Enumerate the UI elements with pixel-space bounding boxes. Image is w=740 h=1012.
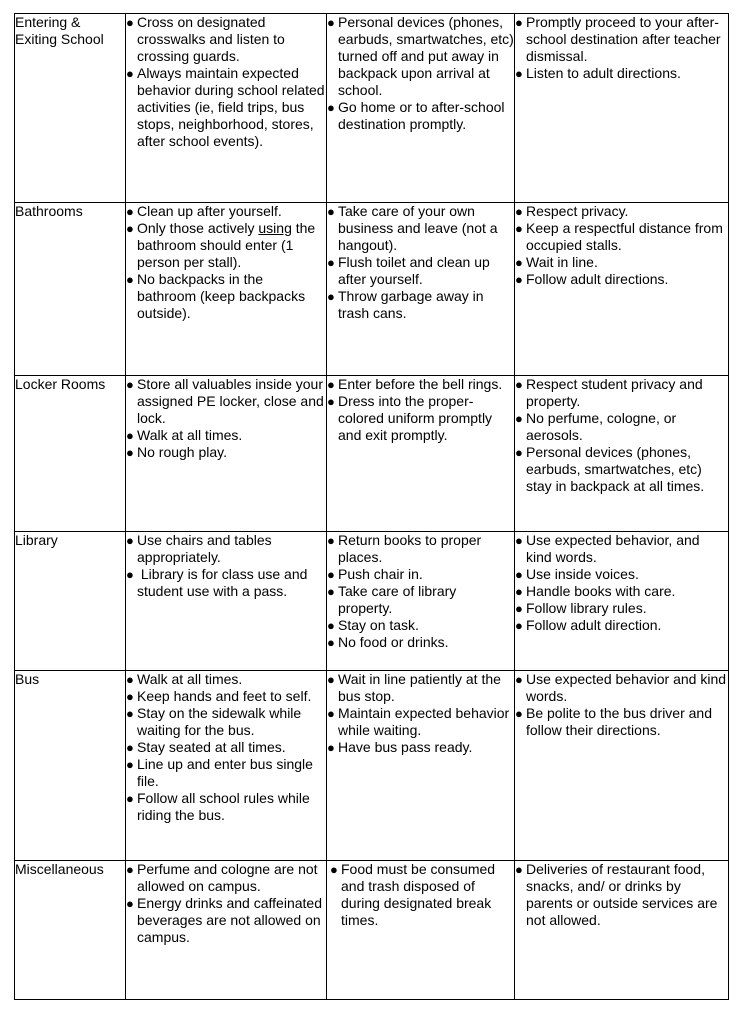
behavior-expectations-table bbox=[14, 13, 729, 1000]
list-item: ● Return books to proper places. bbox=[327, 532, 482, 565]
list-item: ● Enter before the bell rings. bbox=[327, 376, 503, 392]
cell bbox=[126, 376, 327, 532]
list-item: ● Wait in line. bbox=[515, 254, 598, 270]
list-item: ● Energy drinks and caffeinated beverages are not allowed on campus. bbox=[126, 895, 322, 945]
area-cell: Bathrooms bbox=[15, 203, 126, 376]
list-item: ● No rough play. bbox=[126, 444, 228, 460]
list-item: ● Cross on designated crosswalks and listen to crossing guards. bbox=[126, 14, 285, 64]
underlined-text: Only those actively using the bathroom should enter (1 person per stall). bbox=[137, 220, 316, 270]
cell bbox=[126, 671, 327, 861]
list-item: ● No backpacks in the bathroom (keep backpacks outside). bbox=[126, 271, 306, 321]
cell bbox=[327, 861, 515, 1000]
list-item: ● Follow library rules. bbox=[515, 600, 647, 616]
list-item: ● Personal devices (phones, earbuds, smartwatches, etc) turned off and put away in backpack upon arrival at school. bbox=[327, 14, 514, 98]
cell bbox=[126, 14, 327, 203]
table-row bbox=[15, 671, 729, 861]
bullet-list bbox=[327, 532, 514, 651]
list-item: ● Go home or to after-school destination promptly. bbox=[327, 99, 505, 132]
bullet-list bbox=[515, 671, 728, 739]
list-item: ● Perfume and cologne are not allowed on campus. bbox=[126, 861, 318, 894]
list-item: ● Food must be consumed and trash disposed of during designated break times. bbox=[330, 861, 496, 928]
bullet-list bbox=[126, 532, 326, 600]
cell bbox=[327, 14, 515, 203]
table-row bbox=[15, 14, 729, 203]
bullet-list bbox=[515, 532, 728, 634]
list-item: ● Wait in line patiently at the bus stop. bbox=[327, 671, 501, 704]
list-item: ● Follow adult directions. bbox=[515, 271, 669, 287]
bullet-list bbox=[126, 203, 326, 322]
bullet-list bbox=[327, 14, 514, 133]
table-row bbox=[15, 532, 729, 671]
bullet-list bbox=[515, 376, 728, 495]
cell bbox=[327, 376, 515, 532]
cell bbox=[327, 671, 515, 861]
list-item: ● Have bus pass ready. bbox=[327, 739, 473, 755]
list-item: ● Maintain expected behavior while waiting. bbox=[327, 705, 510, 738]
list-item: ● Stay on task. bbox=[327, 617, 419, 633]
cell bbox=[515, 14, 729, 203]
area-cell: Bus bbox=[15, 671, 126, 861]
table-row bbox=[15, 203, 729, 376]
bullet-list bbox=[515, 203, 728, 288]
list-item: ● Take care of library property. bbox=[327, 583, 457, 616]
bullet-list bbox=[327, 376, 514, 444]
list-item: ● Stay seated at all times. bbox=[126, 739, 286, 755]
list-item: ● Use inside voices. bbox=[515, 566, 639, 582]
table-row bbox=[15, 861, 729, 1000]
list-item: ● Walk at all times. bbox=[126, 427, 243, 443]
cell bbox=[515, 532, 729, 671]
list-item: ● Use chairs and tables appropriately. bbox=[126, 532, 272, 565]
bullet-list bbox=[327, 861, 514, 929]
bullet-list bbox=[126, 14, 326, 150]
list-item: ● Follow adult direction. bbox=[515, 617, 662, 633]
bullet-list bbox=[515, 14, 728, 82]
bullet-list bbox=[327, 203, 514, 322]
list-item: ● Stay on the sidewalk while waiting for the bus. bbox=[126, 705, 302, 738]
cell bbox=[327, 532, 515, 671]
list-item: ● No food or drinks. bbox=[327, 634, 449, 650]
list-item: ● Personal devices (phones, earbuds, smartwatches, etc) stay in backpack at all times. bbox=[515, 444, 705, 494]
bullet-list bbox=[515, 861, 728, 929]
bullet-list bbox=[126, 376, 326, 461]
bullet-list bbox=[327, 671, 514, 756]
list-item: ● Be polite to the bus driver and follow their directions. bbox=[515, 705, 713, 738]
bullet-list bbox=[126, 671, 326, 824]
list-item: ● Dress into the proper-colored uniform promptly and exit promptly. bbox=[327, 393, 493, 443]
list-item: ● Use expected behavior and kind words. bbox=[515, 671, 727, 704]
table-row bbox=[15, 376, 729, 532]
area-cell: Miscellaneous bbox=[15, 861, 126, 1000]
cell bbox=[515, 376, 729, 532]
list-item: ● Handle books with care. bbox=[515, 583, 676, 599]
list-item: ● Keep hands and feet to self. bbox=[126, 688, 312, 704]
list-item: ● Respect privacy. bbox=[515, 203, 629, 219]
list-item: ● Take care of your own business and leave (not a hangout). bbox=[327, 203, 498, 253]
list-item: ● No perfume, cologne, or aerosols. bbox=[515, 410, 677, 443]
cell bbox=[126, 532, 327, 671]
list-item: ● Clean up after yourself. bbox=[126, 203, 282, 219]
list-item: ● Library is for class use and student use with a pass. bbox=[126, 566, 312, 599]
list-item: ● Respect student privacy and property. bbox=[515, 376, 703, 409]
list-item: ● Promptly proceed to your after-school destination after teacher dismissal. bbox=[515, 14, 721, 64]
bullet-list bbox=[126, 861, 326, 946]
list-item: ● Walk at all times. bbox=[126, 671, 243, 687]
list-item: ● Store all valuables inside your assigned PE locker, close and lock. bbox=[126, 376, 324, 426]
area-cell: Library bbox=[15, 532, 126, 671]
area-cell: Entering & Exiting School bbox=[15, 14, 126, 203]
cell bbox=[515, 861, 729, 1000]
list-item: ● Only those actively using the bathroom should enter (1 person per stall). bbox=[126, 220, 316, 270]
list-item: ● Push chair in. bbox=[327, 566, 423, 582]
cell bbox=[126, 861, 327, 1000]
list-item: ● Flush toilet and clean up after yourself. bbox=[327, 254, 490, 287]
list-item: ● Listen to adult directions. bbox=[515, 65, 681, 81]
cell bbox=[515, 203, 729, 376]
list-item: ● Line up and enter bus single file. bbox=[126, 756, 313, 789]
area-cell: Locker Rooms bbox=[15, 376, 126, 532]
list-item: ● Throw garbage away in trash cans. bbox=[327, 288, 484, 321]
list-item: ● Deliveries of restaurant food, snacks, and/ or drinks by parents or outside services are not allowed. bbox=[515, 861, 718, 928]
list-item: ● Always maintain expected behavior during school related activities (ie, field trips, bus stops, neighborhood, stores, after school events). bbox=[126, 65, 325, 149]
cell bbox=[327, 203, 515, 376]
cell bbox=[515, 671, 729, 861]
list-item: ● Use expected behavior, and kind words. bbox=[515, 532, 700, 565]
cell bbox=[126, 203, 327, 376]
list-item: ● Keep a respectful distance from occupied stalls. bbox=[515, 220, 723, 253]
list-item: ● Follow all school rules while riding the bus. bbox=[126, 790, 310, 823]
